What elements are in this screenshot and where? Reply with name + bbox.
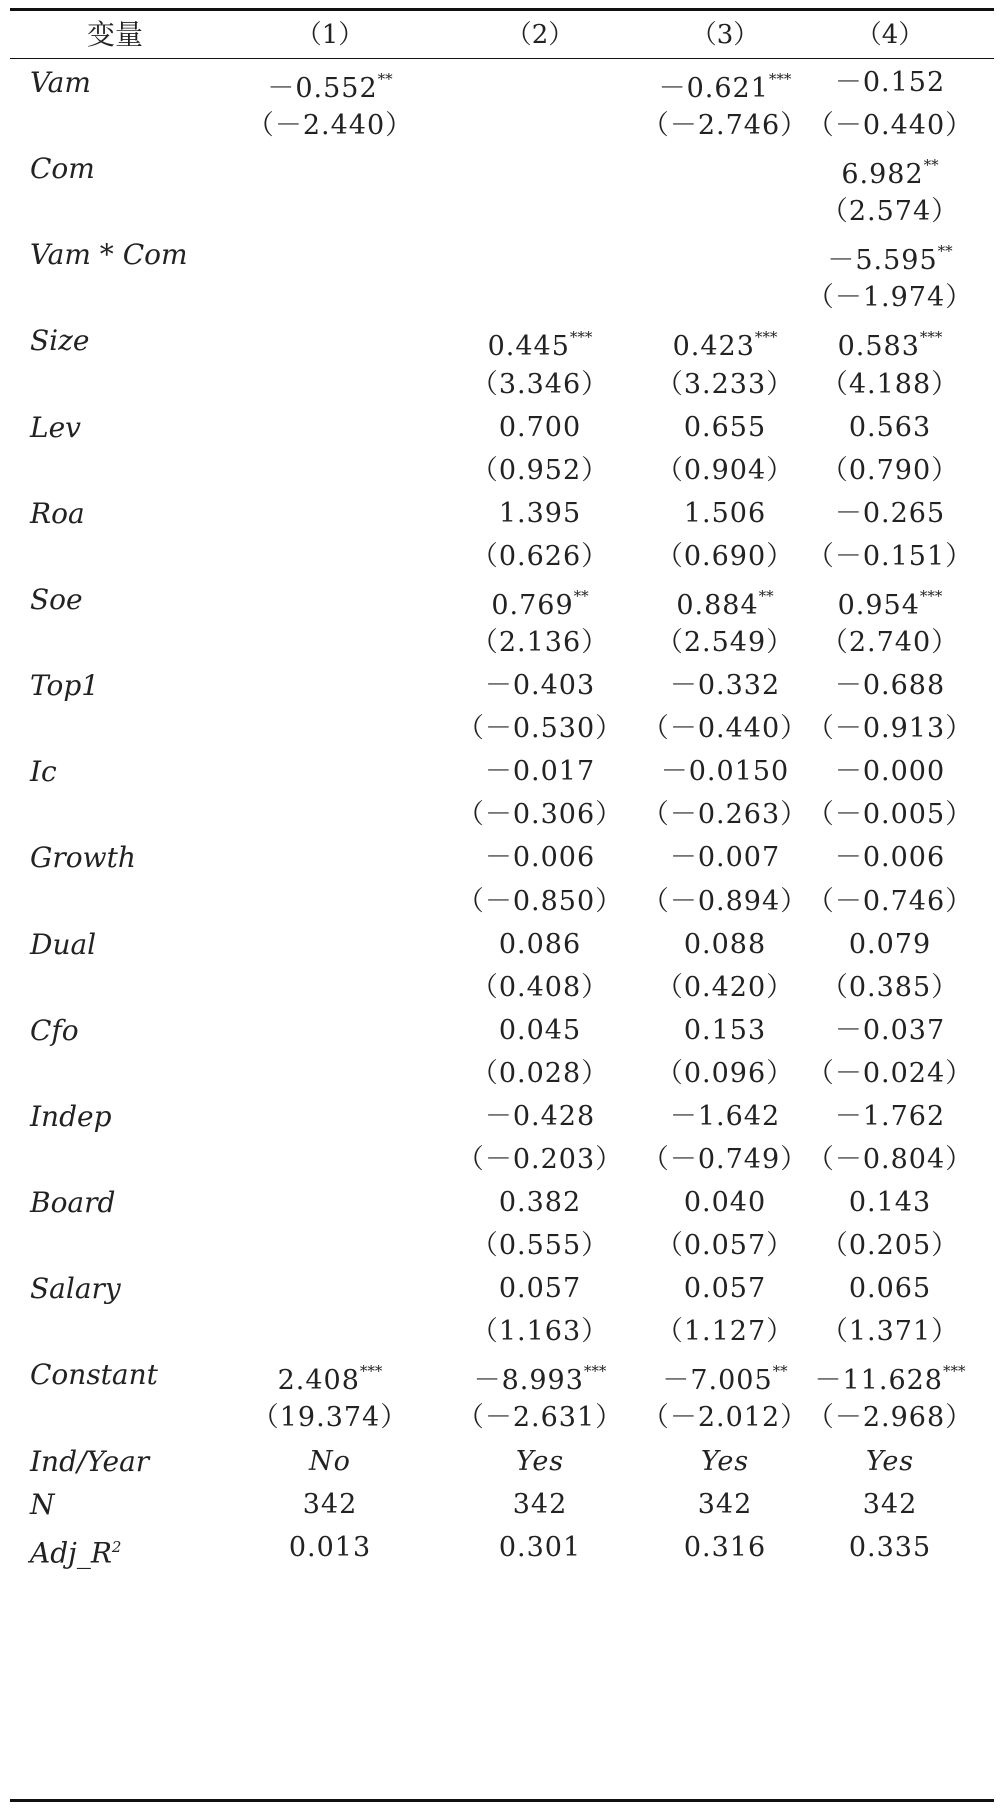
cell-col-4 — [790, 880, 990, 923]
cell-value: －0.403 — [484, 670, 596, 702]
row-label-text: Cfo — [30, 1013, 79, 1047]
table-row — [0, 276, 1000, 319]
cell-col-2 — [440, 1009, 640, 1052]
significance-stars: *** — [754, 328, 778, 347]
cell-value: 0.769 — [491, 589, 574, 621]
cell-col-2 — [440, 707, 640, 750]
cell-col-1 — [230, 61, 430, 110]
cell-value: （0.626） — [470, 540, 610, 572]
cell-value: （4.188） — [820, 368, 960, 400]
row-label-text: Soe — [30, 582, 83, 616]
table-row — [0, 1138, 1000, 1181]
cell-value: （－1.974） — [806, 282, 974, 314]
cell-value: （0.096） — [655, 1057, 795, 1089]
cell-col-1 — [230, 1526, 430, 1569]
table-row — [0, 1009, 1000, 1052]
cell-col-4 — [790, 1310, 990, 1353]
cell-value: 0.445 — [487, 331, 570, 363]
cell-value: （3.346） — [470, 368, 610, 400]
cell-value: （2.549） — [655, 627, 795, 659]
cell-value: （1.163） — [470, 1316, 610, 1348]
cell-col-4 — [790, 492, 990, 535]
table-row — [0, 578, 1000, 621]
cell-col-2 — [440, 406, 640, 449]
cell-value: 0.563 — [848, 411, 932, 443]
row-label — [30, 578, 83, 621]
table-row — [0, 836, 1000, 879]
cell-col-2 — [440, 449, 640, 492]
header-variable: 变量 — [86, 18, 143, 51]
cell-value: －8.993 — [473, 1365, 584, 1397]
cell-value: （0.790） — [820, 454, 960, 486]
row-label — [30, 1440, 149, 1483]
cell-value: 0.583 — [837, 331, 920, 363]
cell-value: （0.408） — [470, 971, 610, 1003]
cell-col-4 — [790, 1353, 990, 1402]
significance-stars: *** — [359, 1362, 383, 1381]
table-row — [0, 1052, 1000, 1095]
table-row — [0, 707, 1000, 750]
row-label — [30, 406, 81, 449]
row-label-text: Growth — [30, 841, 136, 875]
table-row — [0, 621, 1000, 664]
row-label — [30, 750, 57, 793]
cell-col-4 — [790, 707, 990, 750]
cell-col-2 — [440, 1138, 640, 1181]
table-row — [0, 1095, 1000, 1138]
cell-value: 0.045 — [498, 1014, 582, 1046]
cell-col-2 — [440, 1224, 640, 1267]
cell-value: －0.621 — [658, 73, 769, 104]
cell-value: －0.000 — [834, 756, 946, 788]
cell-value: －5.595 — [827, 245, 938, 277]
cell-value: －11.628 — [814, 1365, 943, 1397]
cell-col-2 — [440, 664, 640, 707]
row-label-text: Indep — [30, 1099, 112, 1133]
row-label-text: Vam * Com — [30, 238, 188, 272]
cell-col-2 — [440, 923, 640, 966]
cell-value: 1.395 — [498, 497, 582, 529]
cell-value: －0.006 — [484, 842, 596, 874]
cell-value: －0.0150 — [660, 756, 790, 788]
row-label-text: Salary — [30, 1272, 121, 1306]
cell-col-4 — [790, 276, 990, 319]
table-row — [0, 1483, 1000, 1526]
cell-value: 342 — [862, 1488, 918, 1520]
table-row — [0, 664, 1000, 707]
cell-value: 0.423 — [672, 331, 755, 363]
table-row — [0, 363, 1000, 406]
table-row — [0, 406, 1000, 449]
significance-stars: ** — [772, 1362, 788, 1381]
table-row — [0, 793, 1000, 836]
cell-value: 342 — [512, 1488, 568, 1520]
cell-col-2 — [440, 1052, 640, 1095]
cell-col-4 — [790, 147, 990, 196]
row-label — [30, 492, 85, 535]
row-label-text: Constant — [30, 1358, 158, 1392]
cell-value: （0.690） — [655, 540, 795, 572]
cell-value: －0.552 — [267, 73, 378, 104]
cell-col-4 — [790, 233, 990, 282]
cell-col-2 — [440, 1483, 640, 1526]
cell-col-4 — [790, 621, 990, 664]
cell-value: 342 — [697, 1488, 753, 1520]
cell-value: （－2.746） — [641, 110, 809, 142]
cell-value: 0.316 — [683, 1531, 767, 1563]
cell-value: 0.655 — [683, 411, 767, 443]
cell-col-1 — [230, 1353, 430, 1402]
cell-col-2 — [440, 492, 640, 535]
row-label-superscript: 2 — [111, 1537, 122, 1556]
significance-stars: *** — [919, 586, 943, 605]
cell-col-2 — [440, 535, 640, 578]
cell-value: －0.007 — [669, 842, 781, 874]
row-label-text: Board — [30, 1186, 116, 1220]
table-row — [0, 449, 1000, 492]
row-label — [30, 1095, 112, 1138]
cell-col-2 — [440, 1095, 640, 1138]
cell-value: 0.057 — [683, 1273, 767, 1305]
header-col-2: （2） — [505, 20, 575, 50]
cell-value: 0.057 — [498, 1273, 582, 1305]
cell-value: 0.301 — [498, 1531, 582, 1563]
cell-col-2 — [440, 1526, 640, 1569]
cell-col-4 — [790, 1483, 990, 1526]
cell-value: （0.904） — [655, 454, 795, 486]
cell-col-4 — [790, 578, 990, 627]
cell-col-4 — [790, 363, 990, 406]
row-label — [30, 836, 136, 879]
cell-value: Yes — [865, 1445, 915, 1477]
cell-value: －0.688 — [834, 670, 946, 702]
cell-col-2 — [440, 363, 640, 406]
cell-value: －0.006 — [834, 842, 946, 874]
cell-col-4 — [790, 1526, 990, 1569]
cell-value: 0.884 — [676, 589, 759, 621]
table-row — [0, 190, 1000, 233]
row-label — [30, 61, 91, 104]
cell-col-2 — [440, 1267, 640, 1310]
table-row — [0, 492, 1000, 535]
cell-col-2 — [440, 1310, 640, 1353]
cell-value: （－0.024） — [806, 1057, 974, 1089]
cell-value: （2.574） — [820, 196, 960, 228]
cell-value: －0.017 — [484, 756, 596, 788]
cell-value: （0.952） — [470, 454, 610, 486]
table-row — [0, 319, 1000, 362]
row-label — [30, 1483, 55, 1526]
cell-value: －0.428 — [484, 1100, 596, 1132]
significance-stars: *** — [583, 1362, 607, 1381]
cell-col-4 — [790, 1095, 990, 1138]
cell-value: （－0.746） — [806, 885, 974, 917]
cell-col-2 — [440, 1353, 640, 1402]
table-row — [0, 1181, 1000, 1224]
row-label — [30, 1353, 158, 1396]
cell-value: 0.088 — [683, 928, 767, 960]
table-row — [0, 1396, 1000, 1439]
cell-col-2 — [440, 750, 640, 793]
significance-stars: ** — [923, 156, 939, 175]
table-row — [0, 750, 1000, 793]
cell-value: （－0.530） — [456, 713, 624, 745]
cell-col-2 — [440, 836, 640, 879]
row-label-text: Vam — [30, 66, 91, 99]
cell-value: （－0.440） — [806, 110, 974, 142]
cell-value: －0.265 — [834, 497, 946, 529]
cell-value: Yes — [515, 1445, 565, 1477]
cell-value: （3.233） — [655, 368, 795, 400]
cell-col-1 — [230, 104, 430, 147]
header-col-1: （1） — [295, 20, 365, 50]
cell-value: （－0.913） — [806, 713, 974, 745]
row-label — [30, 233, 188, 276]
row-label — [30, 1267, 121, 1310]
row-label-text: N — [30, 1487, 55, 1521]
cell-col-2 — [440, 319, 640, 368]
row-label-text: Lev — [30, 410, 81, 444]
cell-col-4 — [790, 923, 990, 966]
cell-value: （－0.151） — [806, 540, 974, 572]
cell-value: （0.555） — [470, 1230, 610, 1262]
cell-value: －0.152 — [834, 67, 946, 98]
cell-col-4 — [790, 1396, 990, 1439]
row-label-text: Dual — [30, 927, 97, 961]
row-label-text: Size — [30, 324, 90, 358]
cell-value: （0.420） — [655, 971, 795, 1003]
cell-value: （－0.850） — [456, 885, 624, 917]
cell-col-4 — [790, 1267, 990, 1310]
top-rule — [10, 8, 994, 11]
cell-col-4 — [790, 535, 990, 578]
cell-value: （－0.263） — [641, 799, 809, 831]
table-row — [0, 1267, 1000, 1310]
row-label-text: Ind/Year — [30, 1444, 150, 1478]
cell-value: －0.332 — [669, 670, 781, 702]
significance-stars: *** — [919, 328, 943, 347]
cell-col-4 — [790, 61, 990, 104]
row-label-text: Roa — [30, 496, 85, 530]
cell-value: （－2.440） — [246, 110, 414, 142]
row-label-text: Com — [30, 152, 95, 186]
cell-col-4 — [790, 836, 990, 879]
table-row — [0, 966, 1000, 1009]
row-label — [30, 664, 99, 707]
cell-value: 2.408 — [277, 1365, 360, 1397]
cell-value: （0.057） — [655, 1230, 795, 1262]
cell-value: 0.700 — [498, 411, 582, 443]
significance-stars: *** — [942, 1362, 966, 1381]
cell-value: （1.127） — [655, 1316, 795, 1348]
cell-value: （19.374） — [251, 1402, 409, 1434]
cell-value: 0.335 — [848, 1531, 932, 1563]
cell-value: （－0.203） — [456, 1144, 624, 1175]
cell-value: （－0.749） — [641, 1144, 809, 1175]
cell-col-4 — [790, 190, 990, 233]
cell-value: 0.013 — [288, 1531, 372, 1563]
cell-col-4 — [790, 1138, 990, 1181]
cell-value: 0.382 — [498, 1187, 582, 1219]
cell-value: （－0.306） — [456, 799, 624, 831]
cell-col-4 — [790, 104, 990, 147]
table-row — [0, 1526, 1000, 1569]
table-row — [0, 923, 1000, 966]
significance-stars: ** — [937, 242, 953, 261]
cell-col-4 — [790, 664, 990, 707]
table-row — [0, 104, 1000, 147]
cell-col-1 — [230, 1483, 430, 1526]
table-row — [0, 535, 1000, 578]
cell-value: （0.385） — [820, 971, 960, 1003]
row-label-text: Ic — [30, 755, 57, 789]
row-label — [30, 1181, 115, 1224]
header-col-3: （3） — [690, 20, 760, 50]
cell-value: 6.982 — [841, 159, 924, 191]
cell-value: －7.005 — [662, 1365, 773, 1397]
cell-value: （－0.894） — [641, 885, 809, 917]
row-label — [30, 923, 96, 966]
cell-col-2 — [440, 1396, 640, 1439]
cell-value: No — [309, 1445, 351, 1477]
significance-stars: ** — [377, 70, 393, 88]
cell-value: （0.028） — [470, 1057, 610, 1089]
cell-col-4 — [790, 1052, 990, 1095]
cell-value: 0.153 — [683, 1014, 767, 1046]
header-rule — [10, 58, 994, 59]
cell-value: （1.371） — [820, 1316, 960, 1348]
cell-value: （0.205） — [820, 1230, 960, 1262]
cell-col-4 — [790, 1224, 990, 1267]
cell-value: 1.506 — [683, 497, 767, 529]
row-label — [30, 1009, 79, 1052]
cell-value: Yes — [700, 1445, 750, 1477]
table-row — [0, 1353, 1000, 1396]
cell-col-4 — [790, 793, 990, 836]
cell-col-2 — [440, 966, 640, 1009]
cell-value: （－0.804） — [806, 1144, 974, 1175]
cell-col-4 — [790, 449, 990, 492]
table-row — [0, 880, 1000, 923]
cell-value: （－0.005） — [806, 799, 974, 831]
cell-col-4 — [790, 1009, 990, 1052]
significance-stars: *** — [569, 328, 593, 347]
row-label — [30, 319, 89, 362]
cell-value: 0.086 — [498, 928, 582, 960]
cell-value: （－2.968） — [806, 1402, 974, 1434]
cell-col-4 — [790, 319, 990, 368]
table-row — [0, 1310, 1000, 1353]
cell-value: －1.762 — [834, 1100, 946, 1132]
row-label — [30, 147, 95, 190]
cell-col-2 — [440, 621, 640, 664]
cell-col-4 — [790, 750, 990, 793]
cell-col-1 — [230, 1440, 430, 1483]
cell-value: 0.954 — [837, 589, 920, 621]
cell-value: 342 — [302, 1488, 358, 1520]
cell-value: （2.740） — [820, 627, 960, 659]
header-col-4: （4） — [855, 20, 925, 50]
cell-col-4 — [790, 966, 990, 1009]
cell-value: －1.642 — [669, 1100, 781, 1132]
cell-value: 0.040 — [683, 1187, 767, 1219]
cell-col-2 — [440, 793, 640, 836]
row-label — [30, 1526, 121, 1574]
cell-value: （－2.012） — [641, 1402, 809, 1434]
row-label-text: Top1 — [30, 669, 100, 703]
significance-stars: *** — [768, 70, 792, 88]
cell-col-1 — [230, 1396, 430, 1439]
cell-col-4 — [790, 1440, 990, 1483]
table-row — [0, 61, 1000, 104]
row-label-text: Adj_R — [30, 1536, 112, 1570]
table-row — [0, 1224, 1000, 1267]
table-row — [0, 1440, 1000, 1483]
cell-value: （－0.440） — [641, 713, 809, 745]
significance-stars: ** — [758, 586, 774, 605]
cell-value: －0.037 — [834, 1014, 946, 1046]
cell-col-2 — [440, 578, 640, 627]
cell-col-2 — [440, 1440, 640, 1483]
cell-col-2 — [440, 880, 640, 923]
table-row — [0, 233, 1000, 276]
significance-stars: ** — [573, 586, 589, 605]
cell-col-4 — [790, 406, 990, 449]
cell-value: 0.079 — [848, 928, 932, 960]
bottom-rule — [10, 1799, 994, 1802]
cell-col-4 — [790, 1181, 990, 1224]
cell-col-2 — [440, 1181, 640, 1224]
cell-value: （－2.631） — [456, 1402, 624, 1434]
table-row — [0, 147, 1000, 190]
cell-value: 0.065 — [848, 1273, 932, 1305]
cell-value: 0.143 — [848, 1187, 932, 1219]
cell-value: （2.136） — [470, 627, 610, 659]
